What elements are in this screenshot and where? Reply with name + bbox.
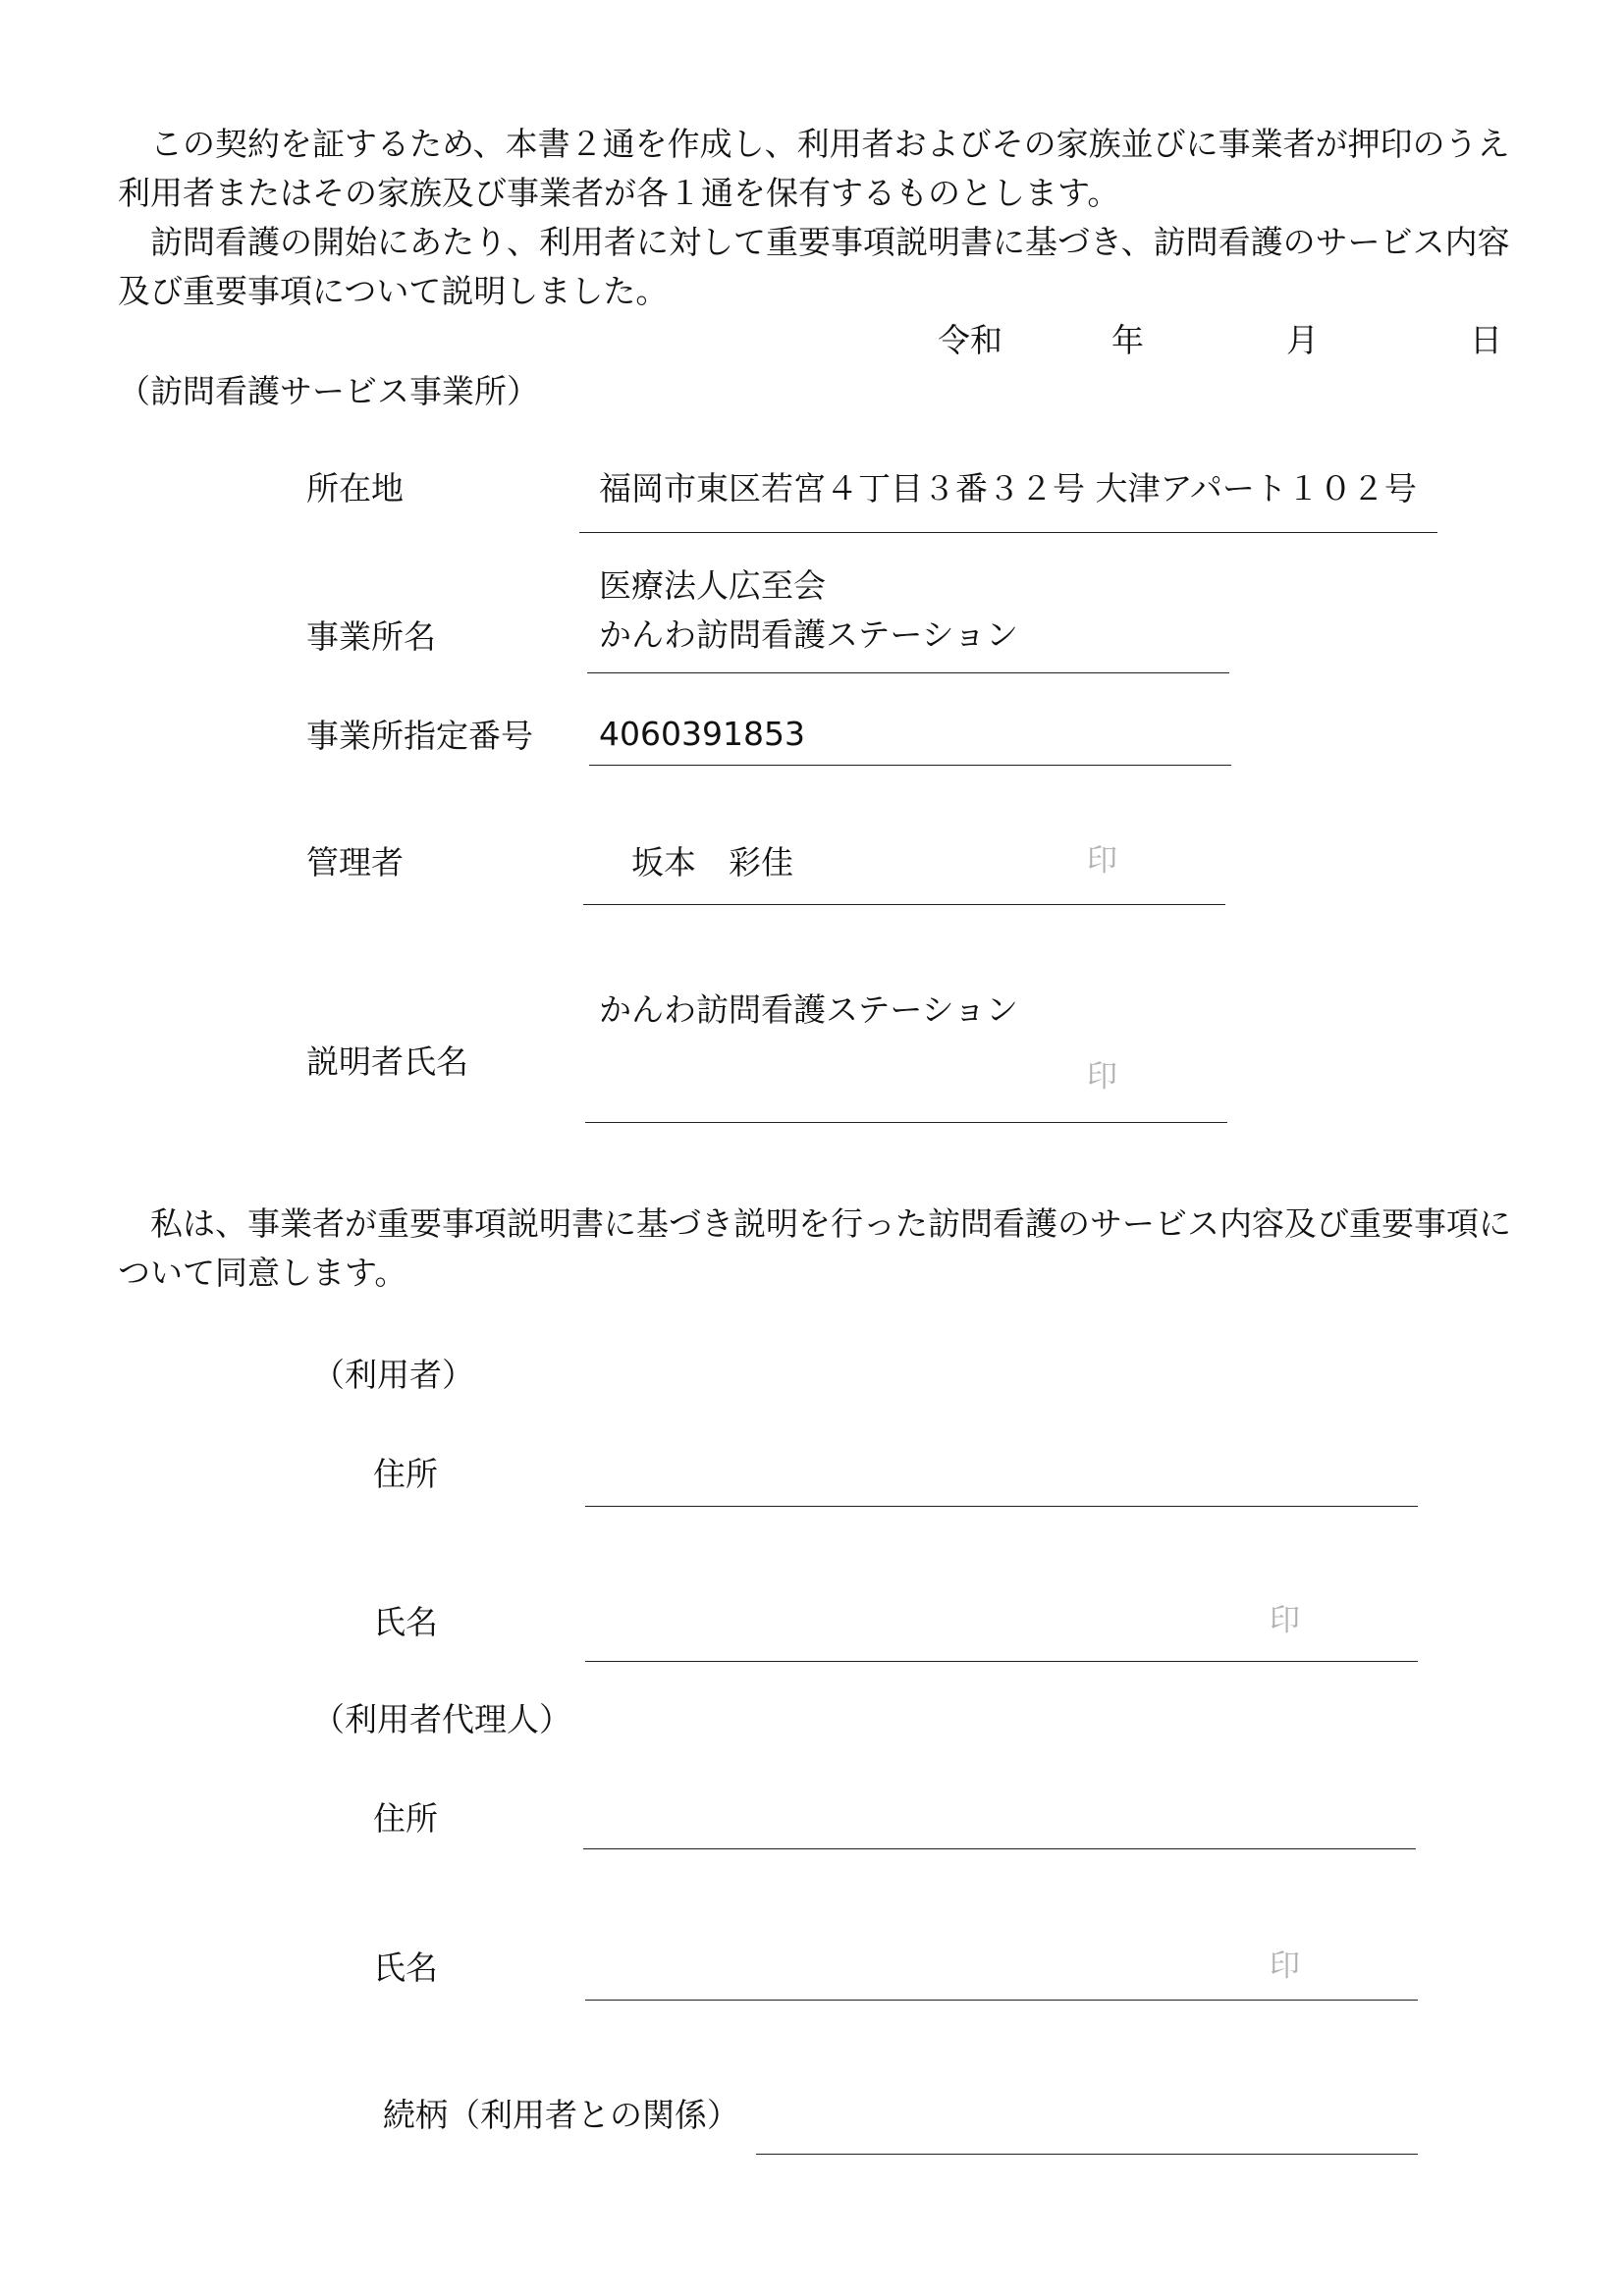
user-name-label: 氏名 — [373, 1603, 438, 1641]
provider-number-value: 4060391853 — [599, 715, 805, 753]
intro-paragraph-2: 訪問看護の開始にあたり、利用者に対して重要事項説明書に基づき、訪問看護のサービス内容及び重要事項について説明しました。 — [118, 223, 1510, 310]
date-day: 日 — [1470, 321, 1502, 359]
user-address-label: 住所 — [373, 1455, 438, 1493]
provider-name-value: かんわ訪問看護ステーション — [599, 615, 1019, 654]
provider-address-label: 所在地 — [306, 469, 404, 507]
provider-name-corp: 医療法人広至会 — [599, 566, 826, 605]
provider-manager-value: 坂本 彩佳 — [631, 843, 793, 881]
provider-name-label: 事業所名 — [306, 617, 436, 656]
agent-seal-mark: 印 — [1270, 1949, 1300, 1984]
consent-paragraph: 私は、事業者が重要事項説明書に基づき説明を行った訪問看護のサービス内容及び重要事項について同意します。 — [118, 1204, 1511, 1292]
provider-explainer-underline — [585, 1122, 1227, 1123]
agent-address-label: 住所 — [373, 1799, 438, 1838]
provider-address-value: 福岡市東区若宮４丁目３番３２号 大津アパート１０２号 — [599, 469, 1417, 507]
user-address-underline — [585, 1506, 1418, 1507]
date-month: 月 — [1286, 321, 1319, 359]
provider-number-label: 事業所指定番号 — [306, 717, 533, 755]
provider-heading: （訪問看護サービス事業所） — [118, 372, 539, 410]
intro-paragraph-1: この契約を証するため、本書２通を作成し、利用者およびその家族並びに事業者が押印のうえ利用者またはその家族及び事業者が各１通を保有するものとします。 — [118, 125, 1510, 212]
agent-relation-label: 続柄（利用者との関係） — [383, 2096, 739, 2134]
user-seal-mark: 印 — [1270, 1603, 1300, 1638]
agent-address-underline — [583, 1848, 1416, 1849]
provider-address-underline — [579, 532, 1437, 533]
provider-number-underline — [589, 765, 1231, 766]
date-era: 令和 — [938, 321, 1002, 359]
user-heading: （利用者） — [312, 1356, 474, 1394]
provider-manager-label: 管理者 — [306, 843, 404, 881]
explainer-seal-mark: 印 — [1087, 1059, 1117, 1095]
provider-manager-underline — [583, 904, 1225, 905]
agent-relation-underline — [756, 2154, 1418, 2155]
agent-name-underline — [585, 2000, 1418, 2001]
date-year: 年 — [1111, 321, 1144, 359]
provider-explainer-label: 説明者氏名 — [306, 1042, 468, 1081]
agent-heading: （利用者代理人） — [312, 1700, 571, 1738]
manager-seal-mark: 印 — [1087, 843, 1117, 879]
user-name-underline — [585, 1661, 1418, 1662]
provider-explainer-value: かんわ訪問看護ステーション — [599, 990, 1019, 1029]
agent-name-label: 氏名 — [373, 1949, 438, 1987]
provider-name-underline — [587, 672, 1229, 673]
